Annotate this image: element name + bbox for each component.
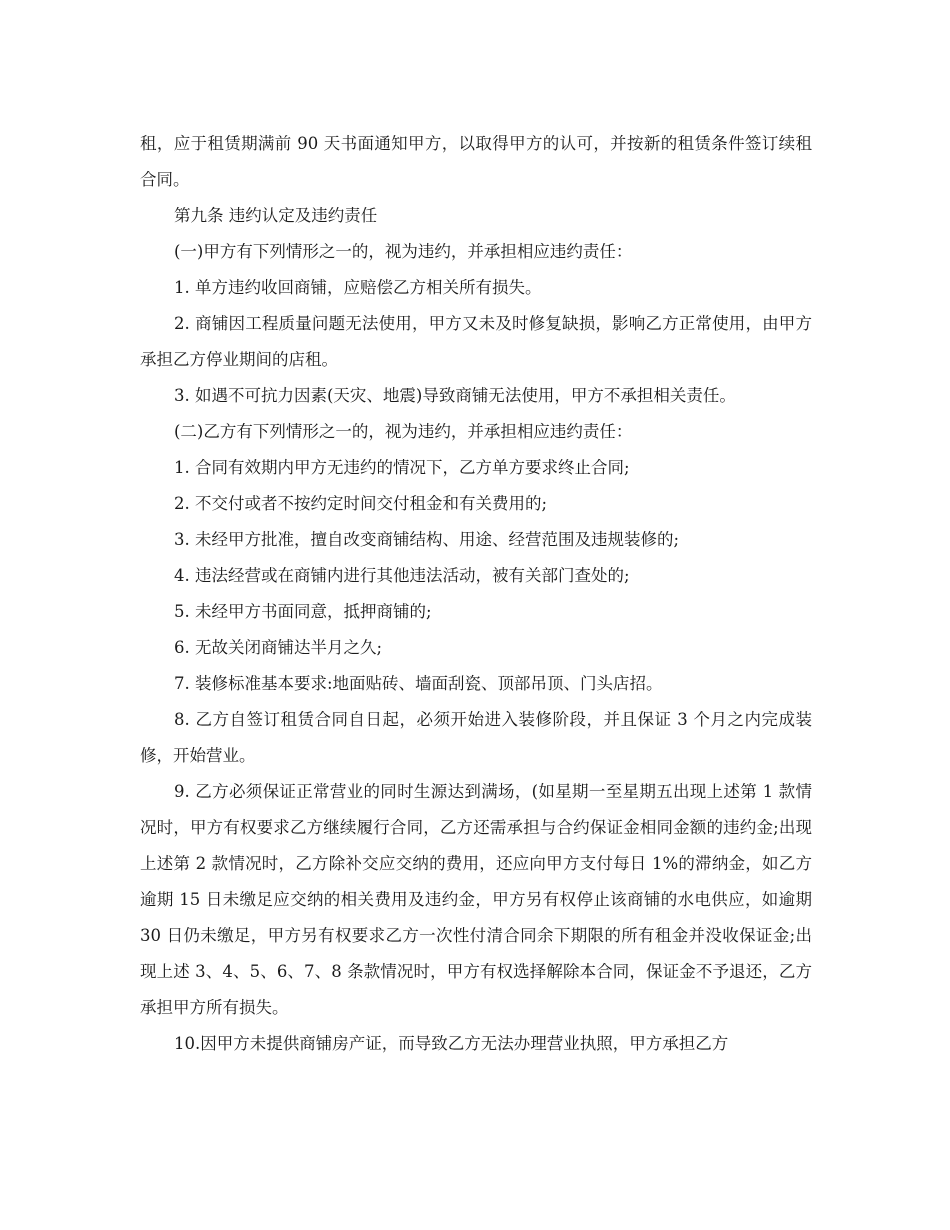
list-item: 7. 装修标准基本要求:地面贴砖、墙面刮瓷、顶部吊顶、门头店招。 xyxy=(174,674,663,693)
paragraph-lease-renewal: 租，应于租赁期满前 90 天书面通知甲方，以取得甲方的认可，并按新的租赁条件签订续租合同。 xyxy=(140,134,812,189)
section-heading-party-a: (一)甲方有下列情形之一的，视为违约，并承担相应违约责任： xyxy=(174,242,633,261)
section-heading-party-b: (二)乙方有下列情形之一的，视为违约，并承担相应违约责任： xyxy=(174,422,633,441)
list-item: 9. 乙方必须保证正常营业的同时生源达到满场，(如星期一至星期五出现上述第 1 款情况时，甲方有权要求乙方继续履行合同，乙方还需承担与合约保证金相同金额的违约金;出现上述第 2 款情况时，乙方除补交应交纳的费用，还应向甲方支付每日 1%的滞纳金，如乙方逾期 15 日未缴足应交纳的相关费用及违约金，甲方另有权停止该商铺的水电供应，如逾期 30 日仍未缴足，甲方另有权要求乙方一次性付清合同余下期限的所有租金并没收保证金;出现上述 3、4、5、6、7、8 条款情况时，甲方有权选择解除本合同，保证金不予退还，乙方承担甲方所有损失。 xyxy=(140,782,812,1017)
document-body xyxy=(140,126,812,1062)
list-item: 1. 单方违约收回商铺，应赔偿乙方相关所有损失。 xyxy=(174,278,542,297)
list-item: 2. 不交付或者不按约定时间交付租金和有关费用的; xyxy=(174,494,548,513)
list-item: 5. 未经甲方书面同意，抵押商铺的; xyxy=(174,602,432,621)
list-item: 1. 合同有效期内甲方无违约的情况下，乙方单方要求终止合同; xyxy=(174,458,630,477)
list-item: 3. 未经甲方批准，擅自改变商铺结构、用途、经营范围及违规装修的; xyxy=(174,530,680,549)
list-item: 4. 违法经营或在商铺内进行其他违法活动，被有关部门查处的; xyxy=(174,566,630,585)
list-item: 6. 无故关闭商铺达半月之久; xyxy=(174,638,383,657)
list-item: 3. 如遇不可抗力因素(天灾、地震)导致商铺无法使用，甲方不承担相关责任。 xyxy=(174,386,736,405)
list-item: 8. 乙方自签订租赁合同自日起，必须开始进入装修阶段，并且保证 3 个月之内完成装修，开始营业。 xyxy=(140,710,812,765)
article-heading: 第九条 违约认定及违约责任 xyxy=(174,206,378,225)
list-item: 10.因甲方未提供商铺房产证，而导致乙方无法办理营业执照，甲方承担乙方 xyxy=(174,1034,729,1053)
list-item: 2. 商铺因工程质量问题无法使用，甲方又未及时修复缺损，影响乙方正常使用，由甲方承担乙方停业期间的店租。 xyxy=(140,314,812,369)
